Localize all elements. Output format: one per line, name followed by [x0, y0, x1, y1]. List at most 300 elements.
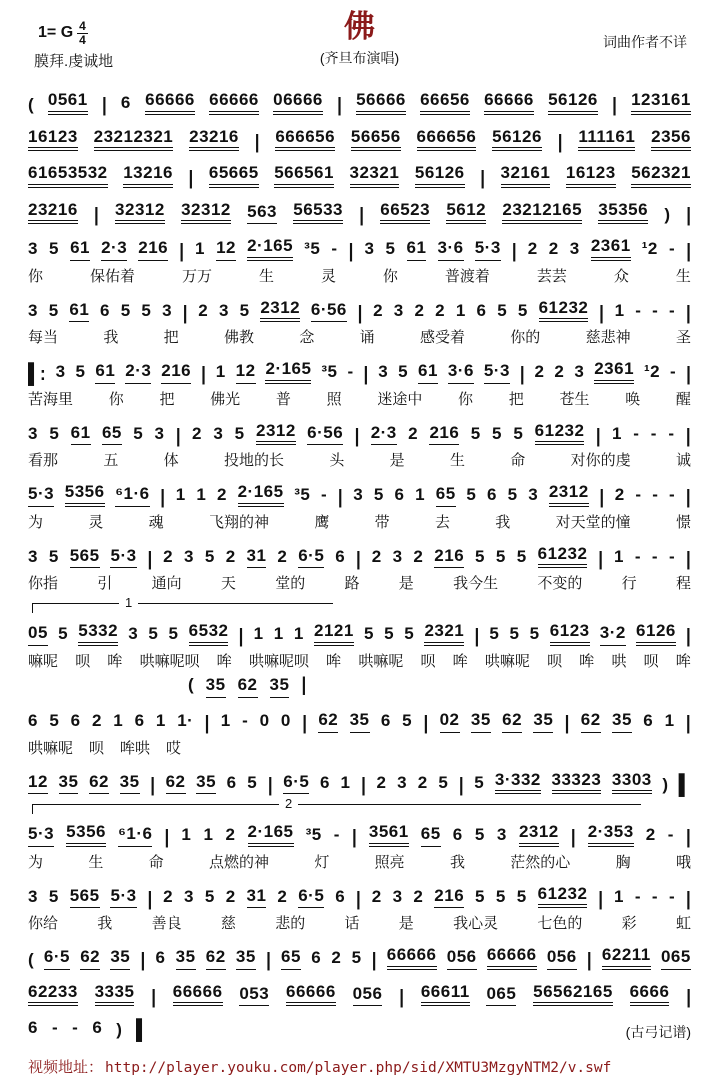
note-group: 3	[183, 886, 194, 906]
time-signature-denominator: 4	[79, 32, 86, 47]
note-group: 3	[378, 362, 389, 382]
note-group: 2·165	[238, 482, 284, 507]
notation-line-4	[28, 200, 691, 225]
barline: |	[686, 887, 691, 910]
note-group: 2	[371, 886, 382, 906]
barline: |	[164, 825, 170, 848]
note-group: 62	[238, 675, 258, 698]
lyric-word: 哄嘛呢呗	[248, 653, 309, 671]
note-group: 216	[434, 546, 464, 569]
notation-line-2	[28, 127, 691, 152]
note-group: 1	[253, 624, 264, 644]
note-group: 065	[661, 947, 691, 970]
note-group: ¹2	[641, 239, 658, 259]
note-group: 35	[236, 947, 256, 970]
note-group: 35	[176, 947, 196, 970]
barline: |	[356, 547, 361, 570]
volta-number: 1	[119, 595, 138, 610]
note-group: 056	[547, 947, 577, 970]
lyric-word: 照亮	[374, 853, 405, 871]
note-group: 61232	[535, 421, 585, 446]
note-group: 31	[247, 886, 267, 909]
note-group: 2	[413, 546, 424, 566]
note-group: 5	[49, 423, 60, 443]
lyric-word: 胸	[615, 853, 631, 871]
note-group: 1	[293, 624, 304, 644]
note-group: 5	[497, 300, 508, 320]
note-group: 3	[574, 362, 585, 382]
note-group: 666656	[275, 127, 335, 152]
note-group: 66666	[387, 945, 437, 970]
barline: |	[267, 773, 273, 795]
note-group: 6·56	[307, 423, 343, 446]
note-group: 6	[486, 485, 497, 505]
lyric-word: 呗	[547, 653, 563, 671]
note-group: 565	[70, 546, 100, 569]
volta-bracket-2	[32, 796, 641, 814]
note-group: 6	[452, 825, 463, 845]
note-group: 5·3	[110, 546, 136, 569]
barline: |	[685, 424, 691, 447]
barline: |	[595, 424, 601, 447]
barline: |	[101, 93, 107, 116]
lyric-word: 生	[88, 853, 104, 871]
barline: |	[337, 93, 342, 116]
note-group: 61	[71, 423, 91, 446]
lyric-word: 是	[398, 915, 414, 933]
note-group: 61	[95, 361, 115, 384]
note-group: 3·2	[600, 623, 626, 646]
lyric-word: 五	[103, 452, 119, 470]
barline: |	[570, 825, 576, 848]
note-group: 35	[110, 947, 130, 970]
barline: |	[458, 773, 464, 795]
note-group: 6	[335, 886, 346, 906]
note-group: 35	[270, 675, 290, 698]
note-group: 1	[220, 711, 231, 731]
lyric-word: 醒	[675, 390, 691, 408]
note-group: 5	[234, 423, 245, 443]
lyric-word: 念	[299, 329, 315, 347]
barline: |	[175, 424, 181, 447]
note-group: -	[668, 546, 676, 566]
lyric-word: 哄嘛呢	[28, 739, 74, 757]
notation-line-16	[28, 945, 691, 970]
note-group: 5356	[65, 482, 105, 507]
lyric-word: 程	[675, 575, 691, 593]
note-group: 1	[455, 300, 466, 320]
time-signature	[77, 20, 88, 46]
note-group: -	[634, 546, 641, 566]
note-group: -	[347, 362, 354, 382]
note-group: 3	[496, 825, 507, 845]
note-group: 216	[434, 886, 464, 909]
barline: |	[357, 301, 363, 324]
note-group: 2312	[549, 482, 589, 507]
note-group: 5	[474, 825, 485, 845]
notation-line-12	[28, 710, 691, 733]
notation-line-14	[28, 822, 691, 847]
final-barline: ▌	[678, 773, 691, 795]
note-group: -	[651, 546, 659, 566]
barline: |	[238, 625, 244, 647]
note-group: 6	[120, 93, 131, 112]
note-group: 6·56	[311, 300, 347, 323]
lyric-word: 哞	[675, 653, 691, 671]
note-group: 2	[192, 423, 202, 443]
volta-number: 2	[279, 796, 298, 811]
note-group: 2	[91, 711, 102, 731]
note-group: 3·332	[495, 770, 541, 795]
lyric-word: 魂	[148, 513, 164, 531]
barline: |	[356, 887, 361, 910]
parenthesis: (	[28, 95, 34, 114]
note-group: 2121	[314, 621, 354, 646]
note-group: 1	[155, 711, 166, 731]
barline: |	[359, 203, 365, 226]
note-group: 3	[569, 239, 580, 259]
note-group: 35	[59, 772, 79, 795]
note-group: -	[635, 485, 642, 505]
lyric-word: 你	[458, 390, 474, 408]
note-group: 2	[417, 772, 428, 792]
note-group: -	[634, 886, 641, 906]
lyric-word: 你	[108, 390, 124, 408]
note-group: 5	[204, 546, 215, 566]
note-group: 1	[175, 485, 186, 505]
lyric-word: 为	[28, 853, 44, 871]
note-group: 2·3	[125, 361, 151, 384]
lyric-word: 你指	[28, 575, 59, 593]
note-group: 61232	[538, 884, 588, 909]
note-group: 2	[414, 300, 425, 320]
note-group: 3	[218, 300, 229, 320]
barline: |	[151, 985, 156, 1008]
notation-line-9	[28, 482, 691, 507]
tempo-marking: 膜拜.虔诚地	[34, 53, 114, 70]
note-group: -	[668, 239, 676, 259]
note-group: 1	[195, 239, 206, 259]
note-group: 5	[466, 485, 477, 505]
note-group: 23216	[189, 127, 239, 152]
lyric-word: 堂的	[275, 575, 306, 593]
note-group: 3	[393, 300, 404, 320]
note-group: ⁶1·6	[115, 484, 149, 507]
note-group: 6	[380, 711, 391, 731]
note-group: 5·3	[484, 361, 510, 384]
note-group: 35	[471, 710, 491, 733]
lyric-word: 呗	[75, 653, 91, 671]
note-group: 2	[225, 546, 236, 566]
note-group: 65	[436, 484, 456, 507]
note-group: 6	[643, 711, 654, 731]
barline: |	[686, 625, 691, 647]
note-group: 5	[168, 624, 179, 644]
lyric-word: 嘛呢	[28, 653, 59, 671]
lyric-word: 你	[28, 267, 44, 285]
note-group: 6	[311, 948, 322, 968]
note-group: 5	[404, 624, 415, 644]
transcriber-credit: (古弓记谱)	[625, 1023, 691, 1040]
note-group: 2	[534, 362, 545, 382]
parenthesis: (	[28, 950, 34, 970]
note-group: 61	[69, 300, 89, 323]
note-group: 3·6	[448, 361, 474, 384]
note-group: 5	[385, 239, 396, 259]
note-group: 065	[486, 984, 516, 1007]
note-group: 6	[394, 485, 405, 505]
note-group: 056	[353, 984, 383, 1007]
lyrics-line-9	[28, 511, 691, 532]
note-group: 62	[318, 710, 338, 733]
note-group: 2	[548, 239, 559, 259]
lyric-word: 为	[28, 513, 44, 531]
note-group: 6·5	[283, 772, 309, 795]
note-group: 1	[664, 711, 675, 731]
note-group: ³5	[305, 825, 322, 845]
lyric-word: 把	[508, 390, 524, 408]
note-group: 12	[236, 361, 256, 384]
note-group: 33323	[552, 770, 602, 795]
notation-line-15	[28, 884, 691, 909]
note-group: 6126	[636, 621, 676, 646]
note-group: 2312	[256, 421, 296, 446]
note-group: 16123	[28, 127, 78, 152]
note-group: 5	[49, 711, 60, 731]
note-group: 1	[613, 886, 624, 906]
note-group: 111161	[578, 127, 635, 152]
note-group: 5332	[78, 621, 118, 646]
barline: |	[686, 203, 691, 226]
note-group: 3	[28, 423, 38, 443]
note-group: 2	[163, 546, 174, 566]
song-title: 佛	[344, 9, 375, 44]
barline: |	[685, 711, 691, 734]
note-group: 6	[319, 772, 330, 792]
barline: |	[480, 166, 485, 189]
lyric-word: 哄嘛呢	[358, 653, 404, 671]
note-group: -	[333, 825, 340, 845]
lyric-word: 你的	[510, 329, 541, 347]
note-group: -	[667, 825, 674, 845]
note-group: 61232	[539, 298, 589, 323]
barline: |	[599, 301, 604, 324]
notation-line-10	[28, 544, 691, 569]
note-group: 3	[353, 485, 364, 505]
lyric-word: 命	[510, 452, 526, 470]
lyrics-line-7	[28, 388, 691, 409]
barline: |	[147, 547, 153, 570]
note-group: 56666	[356, 90, 406, 115]
note-group: 5	[470, 423, 481, 443]
note-group: 3·6	[438, 238, 464, 261]
note-group: 6	[134, 711, 145, 731]
note-group: 6123	[550, 621, 590, 646]
note-group: -	[651, 886, 659, 906]
lyric-word: 引	[97, 575, 113, 593]
note-group: 0	[280, 711, 291, 731]
lyric-word: 点燃的神	[208, 853, 269, 871]
lyric-word: 我	[97, 915, 113, 933]
lyric-word: 生	[675, 267, 691, 285]
note-group: -	[669, 300, 676, 320]
note-group: 2	[645, 825, 656, 845]
barline: |	[94, 203, 99, 226]
note-group: 32312	[115, 200, 165, 225]
notation-line-17	[28, 982, 691, 1007]
lyric-word: 灯	[314, 853, 330, 871]
note-group: 3	[213, 423, 224, 443]
note-group: 56562165	[533, 982, 613, 1007]
note-group: 3	[397, 772, 408, 792]
note-group: 66666	[209, 90, 259, 115]
barline: |	[685, 301, 691, 324]
note-group: 65	[421, 824, 441, 847]
note-group: 56126	[548, 90, 598, 115]
note-group: 3	[28, 886, 38, 906]
barline: |	[685, 485, 691, 508]
note-group: 2	[163, 886, 174, 906]
note-group: 1	[415, 485, 426, 505]
volta-bracket-1	[32, 595, 333, 613]
note-group: 123161	[631, 90, 691, 115]
note-group: 66611	[421, 982, 470, 1007]
note-group: 61	[418, 361, 438, 384]
notation-line-8	[28, 421, 691, 446]
note-group: 5	[364, 624, 374, 644]
note-group: 2	[408, 423, 419, 443]
score	[28, 90, 691, 1040]
note-group: 5	[398, 362, 409, 382]
lyric-word: 灵	[88, 513, 104, 531]
note-group: 02	[440, 710, 460, 733]
note-group: 62	[166, 772, 186, 795]
barline: |	[160, 485, 166, 508]
barline: |	[352, 825, 357, 848]
lyric-word: 茫然的心	[510, 853, 571, 871]
note-group: 5	[351, 948, 362, 968]
note-group: 5	[48, 300, 59, 320]
note-group: 35356	[598, 200, 648, 225]
lyric-word: 七色的	[537, 915, 583, 933]
note-group: 62	[89, 772, 109, 795]
sub-notation-line	[188, 675, 691, 698]
note-group: 3	[28, 239, 38, 259]
note-group: ¹2	[643, 362, 661, 382]
note-group: 6	[226, 772, 237, 792]
lyric-word: 哞	[107, 653, 123, 671]
note-group: -	[633, 423, 640, 443]
barline: |	[686, 547, 691, 570]
note-group: 1	[196, 485, 207, 505]
lyric-word: 看那	[28, 452, 59, 470]
note-group: 65	[281, 947, 301, 970]
note-group: 35	[350, 710, 370, 733]
note-group: 5	[516, 546, 527, 566]
lyric-word: 你	[382, 267, 398, 285]
note-group: 66666	[484, 90, 534, 115]
note-group: 6·5	[298, 886, 324, 909]
note-group: 2356	[651, 127, 691, 152]
barline: |	[140, 948, 146, 971]
note-group: -	[668, 423, 675, 443]
note-group: 3561	[369, 822, 409, 847]
note-group: 13216	[123, 163, 173, 188]
note-group: 32321	[350, 163, 400, 188]
lyric-word: 苦海里	[28, 390, 74, 408]
note-group: 2	[277, 546, 288, 566]
lyric-word: 诵	[359, 329, 375, 347]
lyric-word: 迷途中	[377, 390, 423, 408]
note-group: 1	[203, 825, 214, 845]
key-label: 1= G	[38, 24, 74, 42]
note-group: 5	[513, 423, 524, 443]
key-signature	[38, 20, 88, 46]
note-group: ³5	[321, 362, 338, 382]
note-group: 1	[113, 711, 124, 731]
note-group: 2·3	[371, 423, 397, 446]
note-group: 5	[204, 886, 215, 906]
barline: |	[150, 773, 155, 795]
note-group: -	[331, 239, 338, 259]
note-group: 31	[247, 546, 267, 569]
note-group: 66666	[286, 982, 336, 1007]
note-group: 2	[435, 300, 446, 320]
note-group: 3	[55, 362, 66, 382]
note-group: 62	[581, 710, 601, 733]
note-group: 5	[489, 624, 500, 644]
note-group: 32312	[181, 200, 231, 225]
note-group: 5	[475, 886, 486, 906]
video-address-label: 视频地址：	[28, 1058, 104, 1076]
video-url-link[interactable]: http://player.youku.com/player.php/sid/XMTU3MzgyNTM2/v.swf	[105, 1059, 612, 1076]
note-group: 6	[92, 1018, 103, 1038]
lyric-word: 彩	[621, 915, 637, 933]
note-group: 2	[198, 300, 209, 320]
note-group: 12	[216, 238, 236, 261]
note-group: 3	[162, 300, 173, 320]
time-signature-numerator: 4	[79, 19, 86, 33]
note-group: 2	[371, 546, 382, 566]
note-group: 56533	[293, 200, 343, 225]
barline: |	[399, 985, 405, 1008]
notation-line-1	[28, 90, 691, 115]
lyrics-line-6	[28, 326, 691, 347]
notation-line-11	[28, 621, 691, 646]
note-group: 62	[502, 710, 522, 733]
note-group: 65	[102, 423, 122, 446]
barline: |	[686, 985, 691, 1008]
lyric-word: 悲的	[275, 915, 306, 933]
parenthesis: )	[664, 204, 670, 224]
note-group: 3	[392, 886, 403, 906]
note-group: 5	[495, 886, 506, 906]
note-group: ⁶1·6	[118, 824, 152, 847]
note-group: 3303	[612, 770, 652, 795]
note-group: 5612	[446, 200, 486, 225]
note-group: 2	[376, 772, 387, 792]
note-group: 56126	[492, 127, 542, 152]
lyric-word: 飞翔的神	[208, 513, 269, 531]
lyric-word: 保佑着	[89, 267, 135, 285]
lyric-word: 我	[495, 513, 511, 531]
note-group: 35	[533, 710, 553, 733]
barline: |	[363, 362, 369, 385]
note-group: 6·5	[298, 546, 324, 569]
note-group: 62211	[602, 945, 651, 970]
barline: |	[348, 239, 354, 262]
note-group: -	[72, 1018, 79, 1038]
